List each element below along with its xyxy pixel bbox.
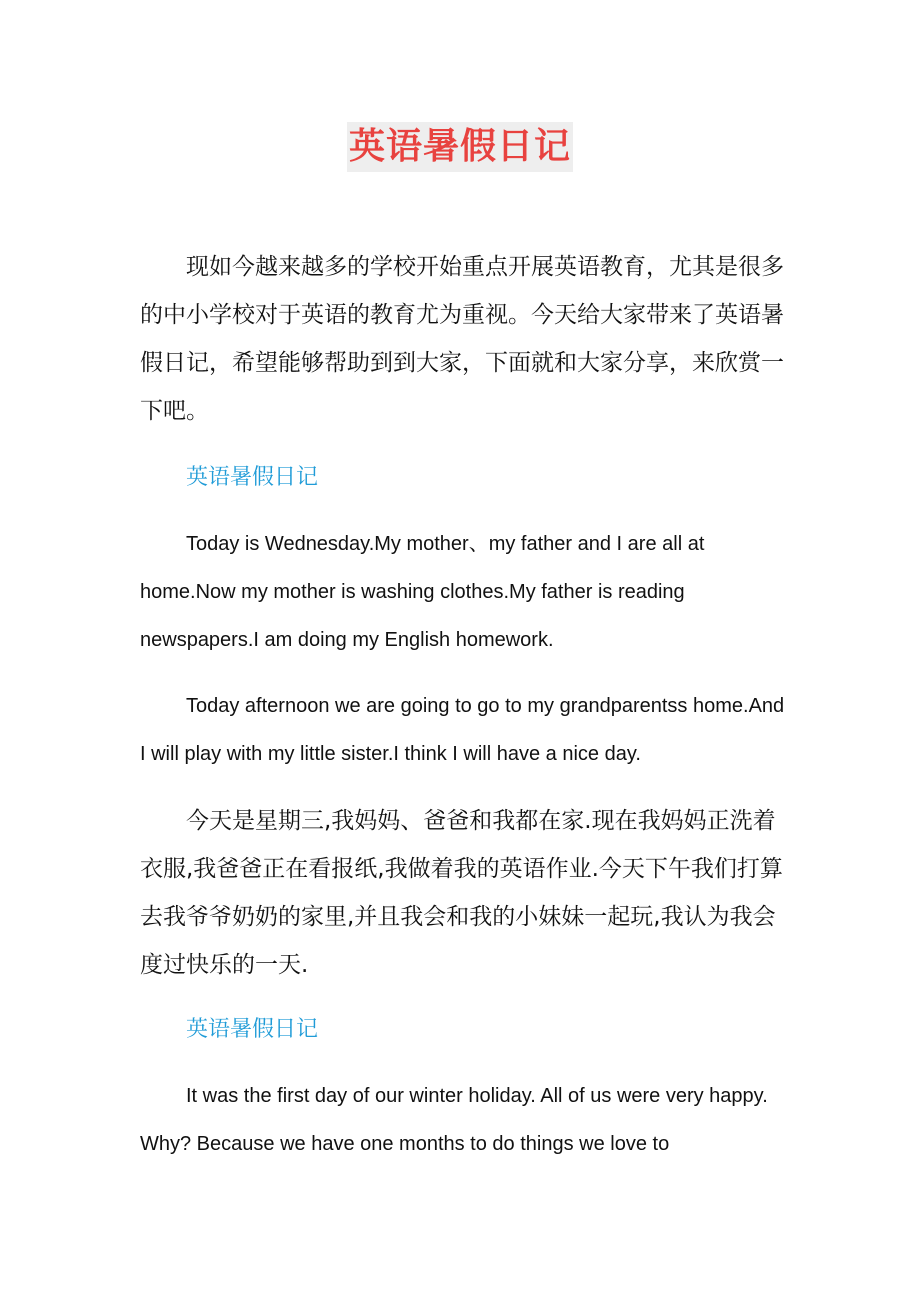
document-title: 英语暑假日记	[347, 122, 573, 172]
intro-paragraph: 现如今越来越多的学校开始重点开展英语教育，尤其是很多的中小学校对于英语的教育尤为重视。今天给大家带来了英语暑假日记，希望能够帮助到到大家，下面就和大家分享，来欣赏一下吧。	[140, 254, 784, 424]
title-container	[0, 122, 920, 172]
section-2-paragraph-1: It was the first day of our winter holiday. All of us were very happy. Why? Because we have one months to do things we love to	[140, 1085, 768, 1155]
section-1-paragraph-1: Today is Wednesday.My mother、my father and I are all at home.Now my mother is washing clothes.My father is reading newspapers.I am doing my English homework.	[140, 533, 705, 651]
section-heading-2: 英语暑假日记	[186, 1017, 319, 1042]
section-1-paragraph-2: Today afternoon we are going to go to my grandparentss home.And I will play with my little sister.I think I will have a nice day.	[140, 695, 785, 765]
section-heading-1: 英语暑假日记	[186, 465, 319, 490]
section-1-paragraph-3: 今天是星期三,我妈妈、爸爸和我都在家.现在我妈妈正洗着衣服,我爸爸正在看报纸,我做着我的英语作业.今天下午我们打算去我爷爷奶奶的家里,并且我会和我的小妹妹一起玩,我认为我会度过快乐的一天.	[140, 808, 783, 978]
